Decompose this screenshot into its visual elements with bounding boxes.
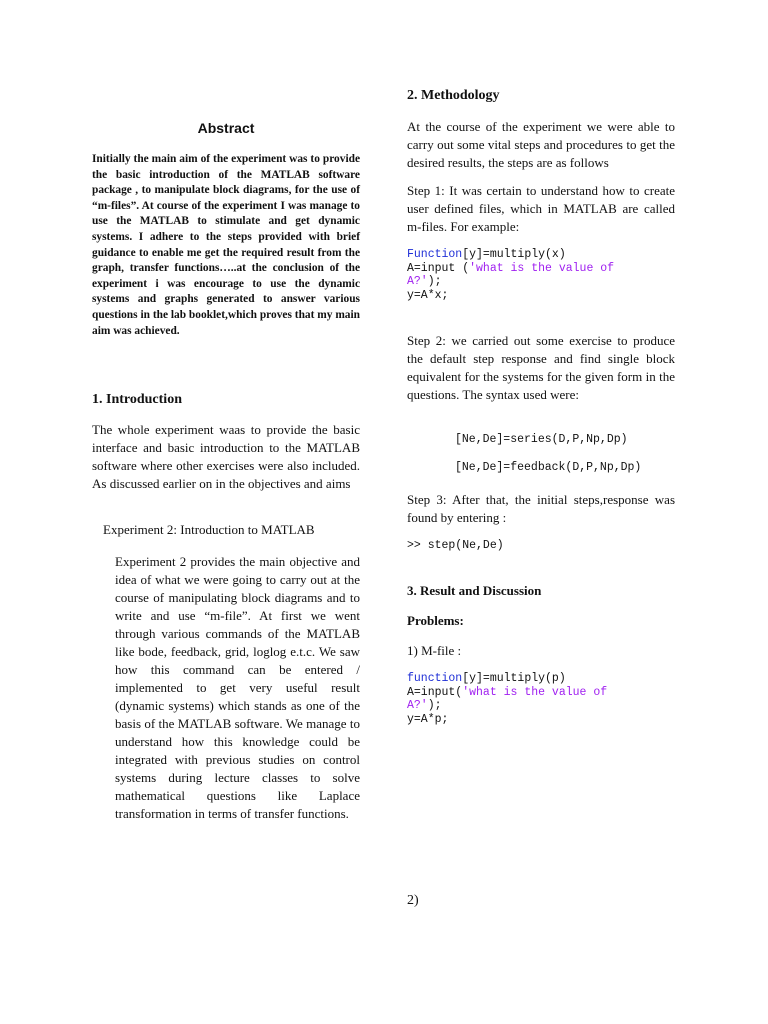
introduction-heading: 1. Introduction — [92, 392, 182, 407]
code1-keyword: Function — [407, 248, 463, 261]
code2-keyword: function — [407, 672, 463, 685]
step-command: >> step(Ne,De) — [407, 539, 504, 552]
abstract-heading: Abstract — [197, 120, 255, 136]
introduction-paragraph: The whole experiment waas to provide the basic interface and basic introduction to the MATLAB software where other exercises were also included. As discussed earlier on in the objectives and aims — [92, 422, 360, 491]
code2-line1: [y]=multiply(p) — [462, 672, 566, 685]
problem2-label: 2) — [407, 893, 419, 908]
code1-string-end: A?' — [407, 275, 428, 288]
code2-string: 'what is the value of — [462, 685, 608, 699]
code1-string: 'what is the value of — [469, 261, 615, 275]
code-block-1 — [407, 248, 614, 302]
code1-line4: y=A*x; — [407, 288, 449, 302]
problem1-label: 1) M-file : — [407, 643, 462, 658]
code1-line1: [y]=multiply(x) — [462, 248, 566, 261]
code-block-2 — [407, 672, 607, 726]
abstract-paragraph: Initially the main aim of the experiment was to provide the basic introduction of the MATLAB software package , to manipulate block diagrams, for the use of “m-files”. At course of the experiment I was manage to use the MATLAB to stimulate and get dynamic systems. I adhere to the steps provided with brief guidance to enable me get the required result from the graph, transfer functions…..at the conclusion of the experiment i was encourage to use the dynamic systems and graphs generated to answer various questions in the lab booklet,which proves that my main aim was achieved. — [92, 153, 360, 337]
problems-heading: Problems: — [407, 613, 464, 628]
code2-line3: ); — [427, 699, 442, 712]
methodology-heading: 2. Methodology — [407, 88, 500, 103]
experiment-subheading: Experiment 2: Introduction to MATLAB — [103, 522, 315, 537]
code2-string-end: A?' — [407, 699, 428, 712]
step1-paragraph: Step 1: It was certain to understand how to create user defined files, which in MATLAB are called m-files. For example: — [407, 183, 675, 234]
code2-line4: y=A*p; — [407, 712, 449, 726]
experiment-paragraph: Experiment 2 provides the main objective and idea of what we were going to carry out at the course of manipulating block diagrams and to write and use “m-file”. At first we went through various commands of the MATLAB like bode, feedback, grid, loglog e.t.c. We saw how this command can be entered / implemented to get very useful result (dynamic systems) which stands as one of the basis of the MATLAB software. We manage to understand how this knowledge could be integrated with previous studies on control systems during lecture classes to solve mathematical questions like Laplace transformation in terms of transfer functions. — [115, 554, 360, 821]
result-heading: 3. Result and Discussion — [407, 583, 542, 598]
methodology-paragraph: At the course of the experiment we were able to carry out some vital steps and procedures to get the desired results, the steps are as follows — [407, 119, 675, 170]
code2-line2: A=input( — [407, 685, 463, 699]
syntax-series: [Ne,De]=series(D,P,Np,Dp) — [455, 433, 628, 446]
step3-paragraph: Step 3: After that, the initial steps,response was found by entering : — [407, 492, 675, 525]
syntax-feedback: [Ne,De]=feedback(D,P,Np,Dp) — [455, 461, 642, 474]
code1-line3: ); — [427, 275, 442, 288]
step2-paragraph: Step 2: we carried out some exercise to produce the default step response and find single block equivalent for the systems for the given form in the questions. The syntax used were: — [407, 333, 675, 402]
code1-line2: A=input ( — [407, 261, 470, 275]
